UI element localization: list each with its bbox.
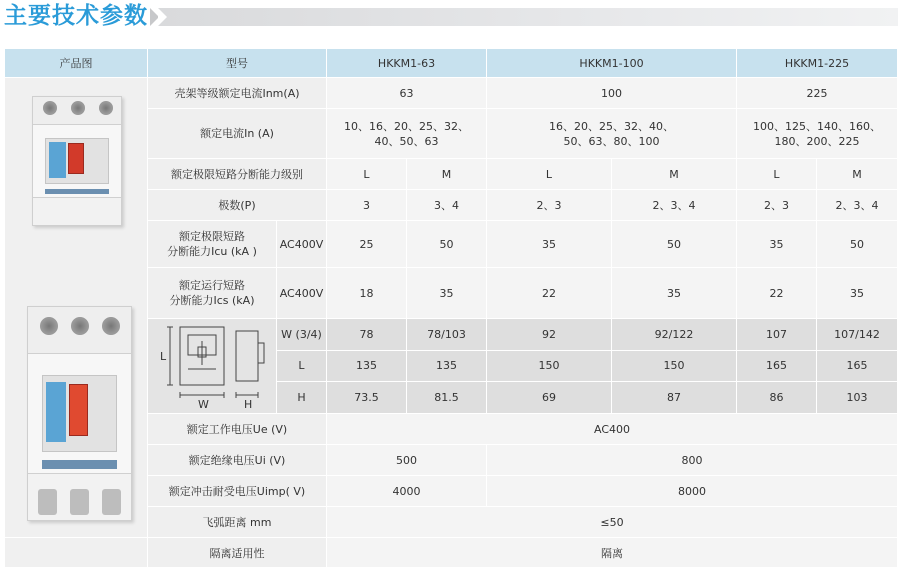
poles-cell: 2、3、4 [817,190,898,221]
isolation-label: 隔离适用性 [148,538,327,567]
dim-h-cell: 69 [487,382,612,414]
spec-table [4,48,898,567]
dim-h-label: H [277,382,327,414]
dim-w-cell: 78 [327,319,407,351]
dim-w-label: W (3/4) [277,319,327,351]
insulation-voltage-label: 额定绝缘电压Ui (V) [148,445,327,476]
ics-cell: 35 [612,268,737,319]
dim-w-cell: 107 [737,319,817,351]
title-decoration-strip [158,8,898,26]
header-hkkm1-100: HKKM1-100 [487,49,737,78]
dim-w-cell: 107/142 [817,319,898,351]
icu-cell: 35 [737,221,817,268]
dim-l-cell: 135 [327,350,407,382]
table-header-row [5,49,898,78]
breaking-grade-cell: M [817,159,898,190]
breaking-grade-cell: L [487,159,612,190]
dim-l-cell: 165 [737,350,817,382]
arc-distance-value: ≤50 [327,507,898,538]
header-hkkm1-63: HKKM1-63 [327,49,487,78]
poles-label: 极数(P) [148,190,327,221]
dim-l-cell: 150 [487,350,612,382]
header-hkkm1-225: HKKM1-225 [737,49,898,78]
rated-current-label: 额定电流In (A) [148,109,327,159]
icu-cell: 50 [407,221,487,268]
dim-w-cell: 92 [487,319,612,351]
dim-h-cell: 86 [737,382,817,414]
working-voltage-value: AC400 [327,414,898,445]
breaker-image-small [32,96,122,226]
icu-label: 额定极限短路 分断能力Icu (kA ) [148,221,277,268]
ics-cell: 35 [407,268,487,319]
product-image-column [5,78,148,538]
ics-cell: 18 [327,268,407,319]
rated-current-100: 16、20、25、32、40、 50、63、80、100 [487,109,737,159]
frame-current-100: 100 [487,78,737,109]
chevron-right-icon [158,8,167,26]
frame-current-63: 63 [327,78,487,109]
dim-w-cell: 78/103 [407,319,487,351]
poles-cell: 2、3 [487,190,612,221]
poles-cell: 2、3、4 [612,190,737,221]
dim-h-cell: 103 [817,382,898,414]
frame-current-225: 225 [737,78,898,109]
working-voltage-label: 额定工作电压Ue (V) [148,414,327,445]
poles-cell: 3、4 [407,190,487,221]
table-row [5,538,898,567]
dimension-drawing [148,319,277,414]
header-model: 型号 [148,49,327,78]
dim-l-label: L [277,350,327,382]
dim-h-cell: 81.5 [407,382,487,414]
icu-cell: 50 [817,221,898,268]
ics-label: 额定运行短路 分断能力Ics (kA) [148,268,277,319]
icu-cell: 25 [327,221,407,268]
section-title-bar [0,0,900,40]
impulse-voltage-label: 额定冲击耐受电压Uimp( V) [148,476,327,507]
ics-cell: 22 [487,268,612,319]
breaking-grade-cell: M [407,159,487,190]
drawing-label-h: H [244,398,253,409]
dim-l-cell: 165 [817,350,898,382]
rated-current-225: 100、125、140、160、 180、200、225 [737,109,898,159]
breaker-image-large [27,306,132,521]
icu-cell: 50 [612,221,737,268]
dim-l-cell: 150 [612,350,737,382]
breaking-grade-label: 额定极限短路分断能力级别 [148,159,327,190]
icu-cell: 35 [487,221,612,268]
page-title: 主要技术参数 [4,3,148,29]
ics-cell: 35 [817,268,898,319]
dimension-drawing-icon [148,319,276,409]
dim-w-cell: 92/122 [612,319,737,351]
poles-cell: 3 [327,190,407,221]
drawing-label-l: L [160,350,167,363]
impulse-voltage-63: 4000 [327,476,487,507]
header-product-image: 产品图 [5,49,148,78]
breaking-grade-cell: M [612,159,737,190]
poles-cell: 2、3 [737,190,817,221]
insulation-voltage-63: 500 [327,445,487,476]
arc-distance-label: 飞弧距离 mm [148,507,327,538]
insulation-voltage-rest: 800 [487,445,898,476]
rated-current-63: 10、16、20、25、32、 40、50、63 [327,109,487,159]
table-row [5,78,898,109]
ics-voltage: AC400V [277,268,327,319]
isolation-value: 隔离 [327,538,898,567]
ics-cell: 22 [737,268,817,319]
empty-cell [5,538,148,567]
breaking-grade-cell: L [327,159,407,190]
impulse-voltage-rest: 8000 [487,476,898,507]
breaking-grade-cell: L [737,159,817,190]
dim-h-cell: 87 [612,382,737,414]
icu-voltage: AC400V [277,221,327,268]
frame-current-label: 壳架等级额定电流Inm(A) [148,78,327,109]
drawing-label-w: W [198,398,209,409]
dim-h-cell: 73.5 [327,382,407,414]
dim-l-cell: 135 [407,350,487,382]
